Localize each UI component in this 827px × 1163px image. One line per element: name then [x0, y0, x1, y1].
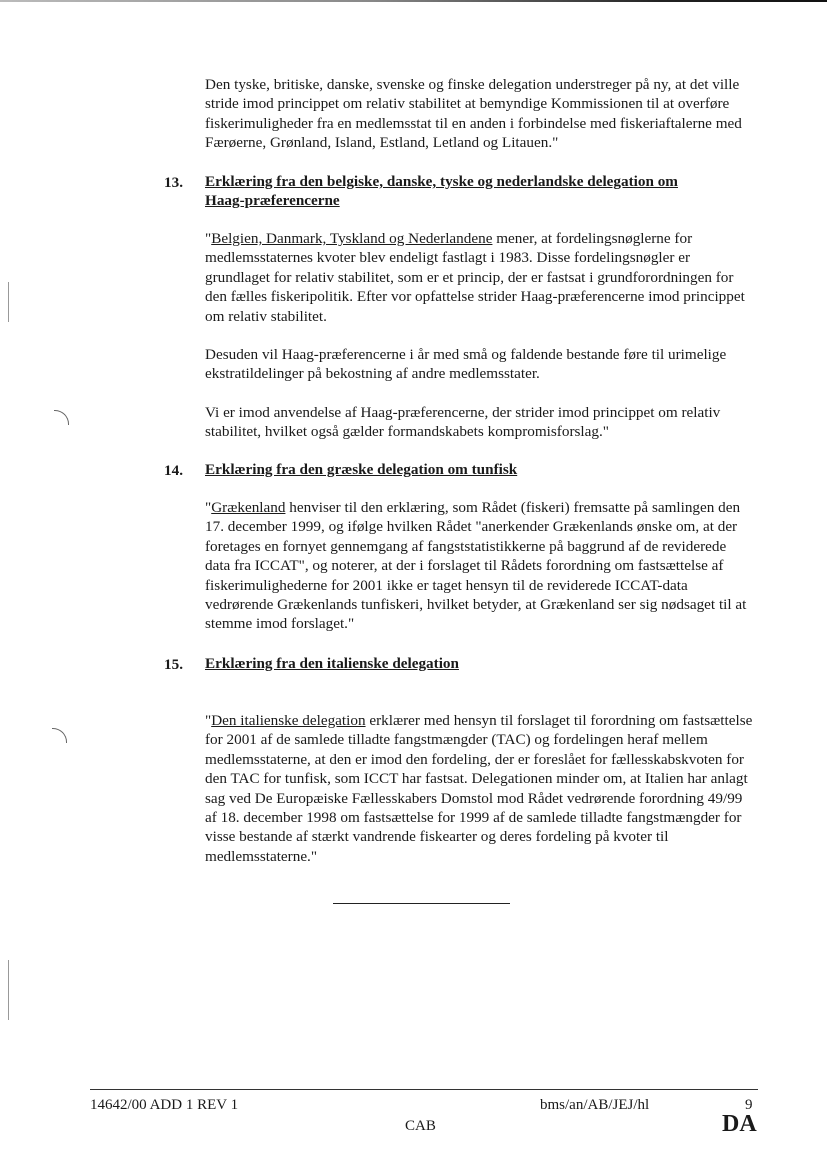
footer-rule [90, 1089, 758, 1090]
section15-number: 15. [164, 656, 183, 673]
footer-page-number: 9 [745, 1097, 753, 1113]
end-separator-rule [333, 903, 510, 904]
section13-paragraph3: Vi er imod anvendelse af Haag-præferencerne, der strider imod princippet om relativ stabilitet, hvilket også gælder formandskabets kompromisforslag." [205, 404, 721, 441]
scan-left-edge-mark [8, 960, 9, 1020]
section13-heading [205, 172, 753, 211]
section14-paragraph-text: henviser til den erklæring, som Rådet (fiskeri) fremsatte på samlingen den 17. december 1999, og ifølge hvilken Rådet "anerkender Grækenlands ønske om, at der foretages en fornyet gennemgang af fangststatistikkerne på baggrund af de reviderede data fra ICCAT", og noterer, at der i forslaget til Rådets forordning om fastsættelse af fiskerimulighederne for 2001 ikke er taget hensyn til de reviderede ICCAT-data vedrørende Grækenlands tunfiskeri, hvilket betyder, at Grækenland ser sig nødsaget til at stemme imod forslaget." [205, 499, 747, 633]
section13-number: 13. [164, 174, 183, 191]
punch-hole-mark [54, 410, 69, 425]
punch-hole-mark [52, 728, 67, 743]
footer-dept: CAB [405, 1118, 436, 1134]
scan-left-edge-mark [8, 282, 9, 322]
scan-top-edge [0, 0, 827, 2]
section15-paragraph-text: erklærer med hensyn til forslaget til forordning om fastsættelse for 2001 af de samlede tilladte fangstmængder (TAC) og fordelingen heraf mellem medlemsstaterne, at den er imod den fordeling, der er foreslået for fællesskabskvoten for den TAC for tunfisk, som ICCT har fastsat. Delegationen minder om, at Italien har anlagt sag ved De Europæiske Fællesskabers Domstol mod Rådet vedrørende forordning 49/99 af 18. december 1998 om fastsættelse for 1999 af de samlede tilladte fangstmængder for visse bestande af stærkt vandrende fiskearter og deres fordeling på kvoter til medlemsstaterne." [205, 712, 753, 865]
section13-subject: Belgien, Danmark, Tyskland og Nederlandene [211, 230, 493, 247]
section14-paragraph: "Grækenland henviser til den erklæring, som Rådet (fiskeri) fremsatte på samlingen den 17. december 1999, og ifølge hvilken Rådet "anerkender Grækenlands ønske om, at der foretages en fornyet gennemgang af fangststatistikkerne på baggrund af de reviderede data fra ICCAT", og noterer, at der i forslaget til Rådets forordning om fastsættelse af fiskerimulighederne for 2001 ikke er taget hensyn til de reviderede ICCAT-data vedrørende Grækenlands tunfiskeri, hvilket betyder, at Grækenland ser sig nødsaget til at stemme imod forslaget." [205, 499, 747, 633]
section13-heading-line1: Erklæring fra den belgiske, danske, tyske og nederlandske delegation om [205, 173, 678, 190]
section13-paragraph2: Desuden vil Haag-præferencerne i år med små og faldende bestande føre til urimelige ekstratildelinger på bekostning af andre medlemsstater. [205, 346, 727, 383]
section13-paragraph1: "Belgien, Danmark, Tyskland og Nederlandene mener, at fordelingsnøglerne for medlemsstaternes kvoter blev endeligt fastlagt i 1983. Disse fordelingsnøgler er grundlaget for relativ stabilitet, som er et princip, der er fastsat i grundforordningen for den fælles fiskeripolitik. Efter vor opfattelse strider Haag-præferencerne imod princippet om relativ stabilitet. [205, 230, 745, 325]
section13-heading-line2: Haag-præferencerne [205, 192, 340, 210]
footer-language-code: DA [722, 1111, 757, 1137]
section15-paragraph: "Den italienske delegation erklærer med hensyn til forslaget til forordning om fastsættelse for 2001 af de samlede tilladte fangstmængder (TAC) og fordelingen heraf mellem medlemsstaterne, at den er imod den fordeling, der er foreslået for fællesskabskvoten for den TAC for tunfisk, som ICCT har fastsat. Delegationen minder om, at Italien har anlagt sag ved De Europæiske Fællesskabers Domstol mod Rådet vedrørende forordning 49/99 af 18. december 1998 om fastsættelse for 1999 af de samlede tilladte fangstmængder for visse bestande af stærkt vandrende fiskearter og deres fordeling på kvoter til medlemsstaterne." [205, 712, 753, 865]
section15-heading: Erklæring fra den italienske delegation [205, 655, 459, 672]
footer-initials: bms/an/AB/JEJ/hl [540, 1097, 650, 1113]
section12-paragraph: Den tyske, britiske, danske, svenske og finske delegation understreger på ny, at det ville stride imod princippet om relativ stabilitet at bemyndige Kommissionen til at overføre fiskerimuligheder fra en medlemsstat til en anden i forbindelse med fiskeriaftalerne med Færøerne, Grønland, Island, Estland, Letland og Litauen." [205, 76, 742, 152]
section14-number: 14. [164, 462, 183, 479]
section14-subject: Grækenland [211, 499, 286, 516]
section14-heading: Erklæring fra den græske delegation om tunfisk [205, 461, 518, 478]
section15-subject: Den italienske delegation [211, 712, 366, 729]
footer-doc-ref: 14642/00 ADD 1 REV 1 [90, 1097, 239, 1113]
section13-paragraph1-text: mener, at fordelingsnøglerne for medlemsstaternes kvoter blev endeligt fastlagt i 1983. Disse fordelingsnøgler er grundlaget for relativ stabilitet, som er et princip, der er fastsat i grundforordningen for den fælles fiskeripolitik. Efter vor opfattelse strider Haag-præferencerne imod princippet om relativ stabilitet. [205, 230, 745, 325]
